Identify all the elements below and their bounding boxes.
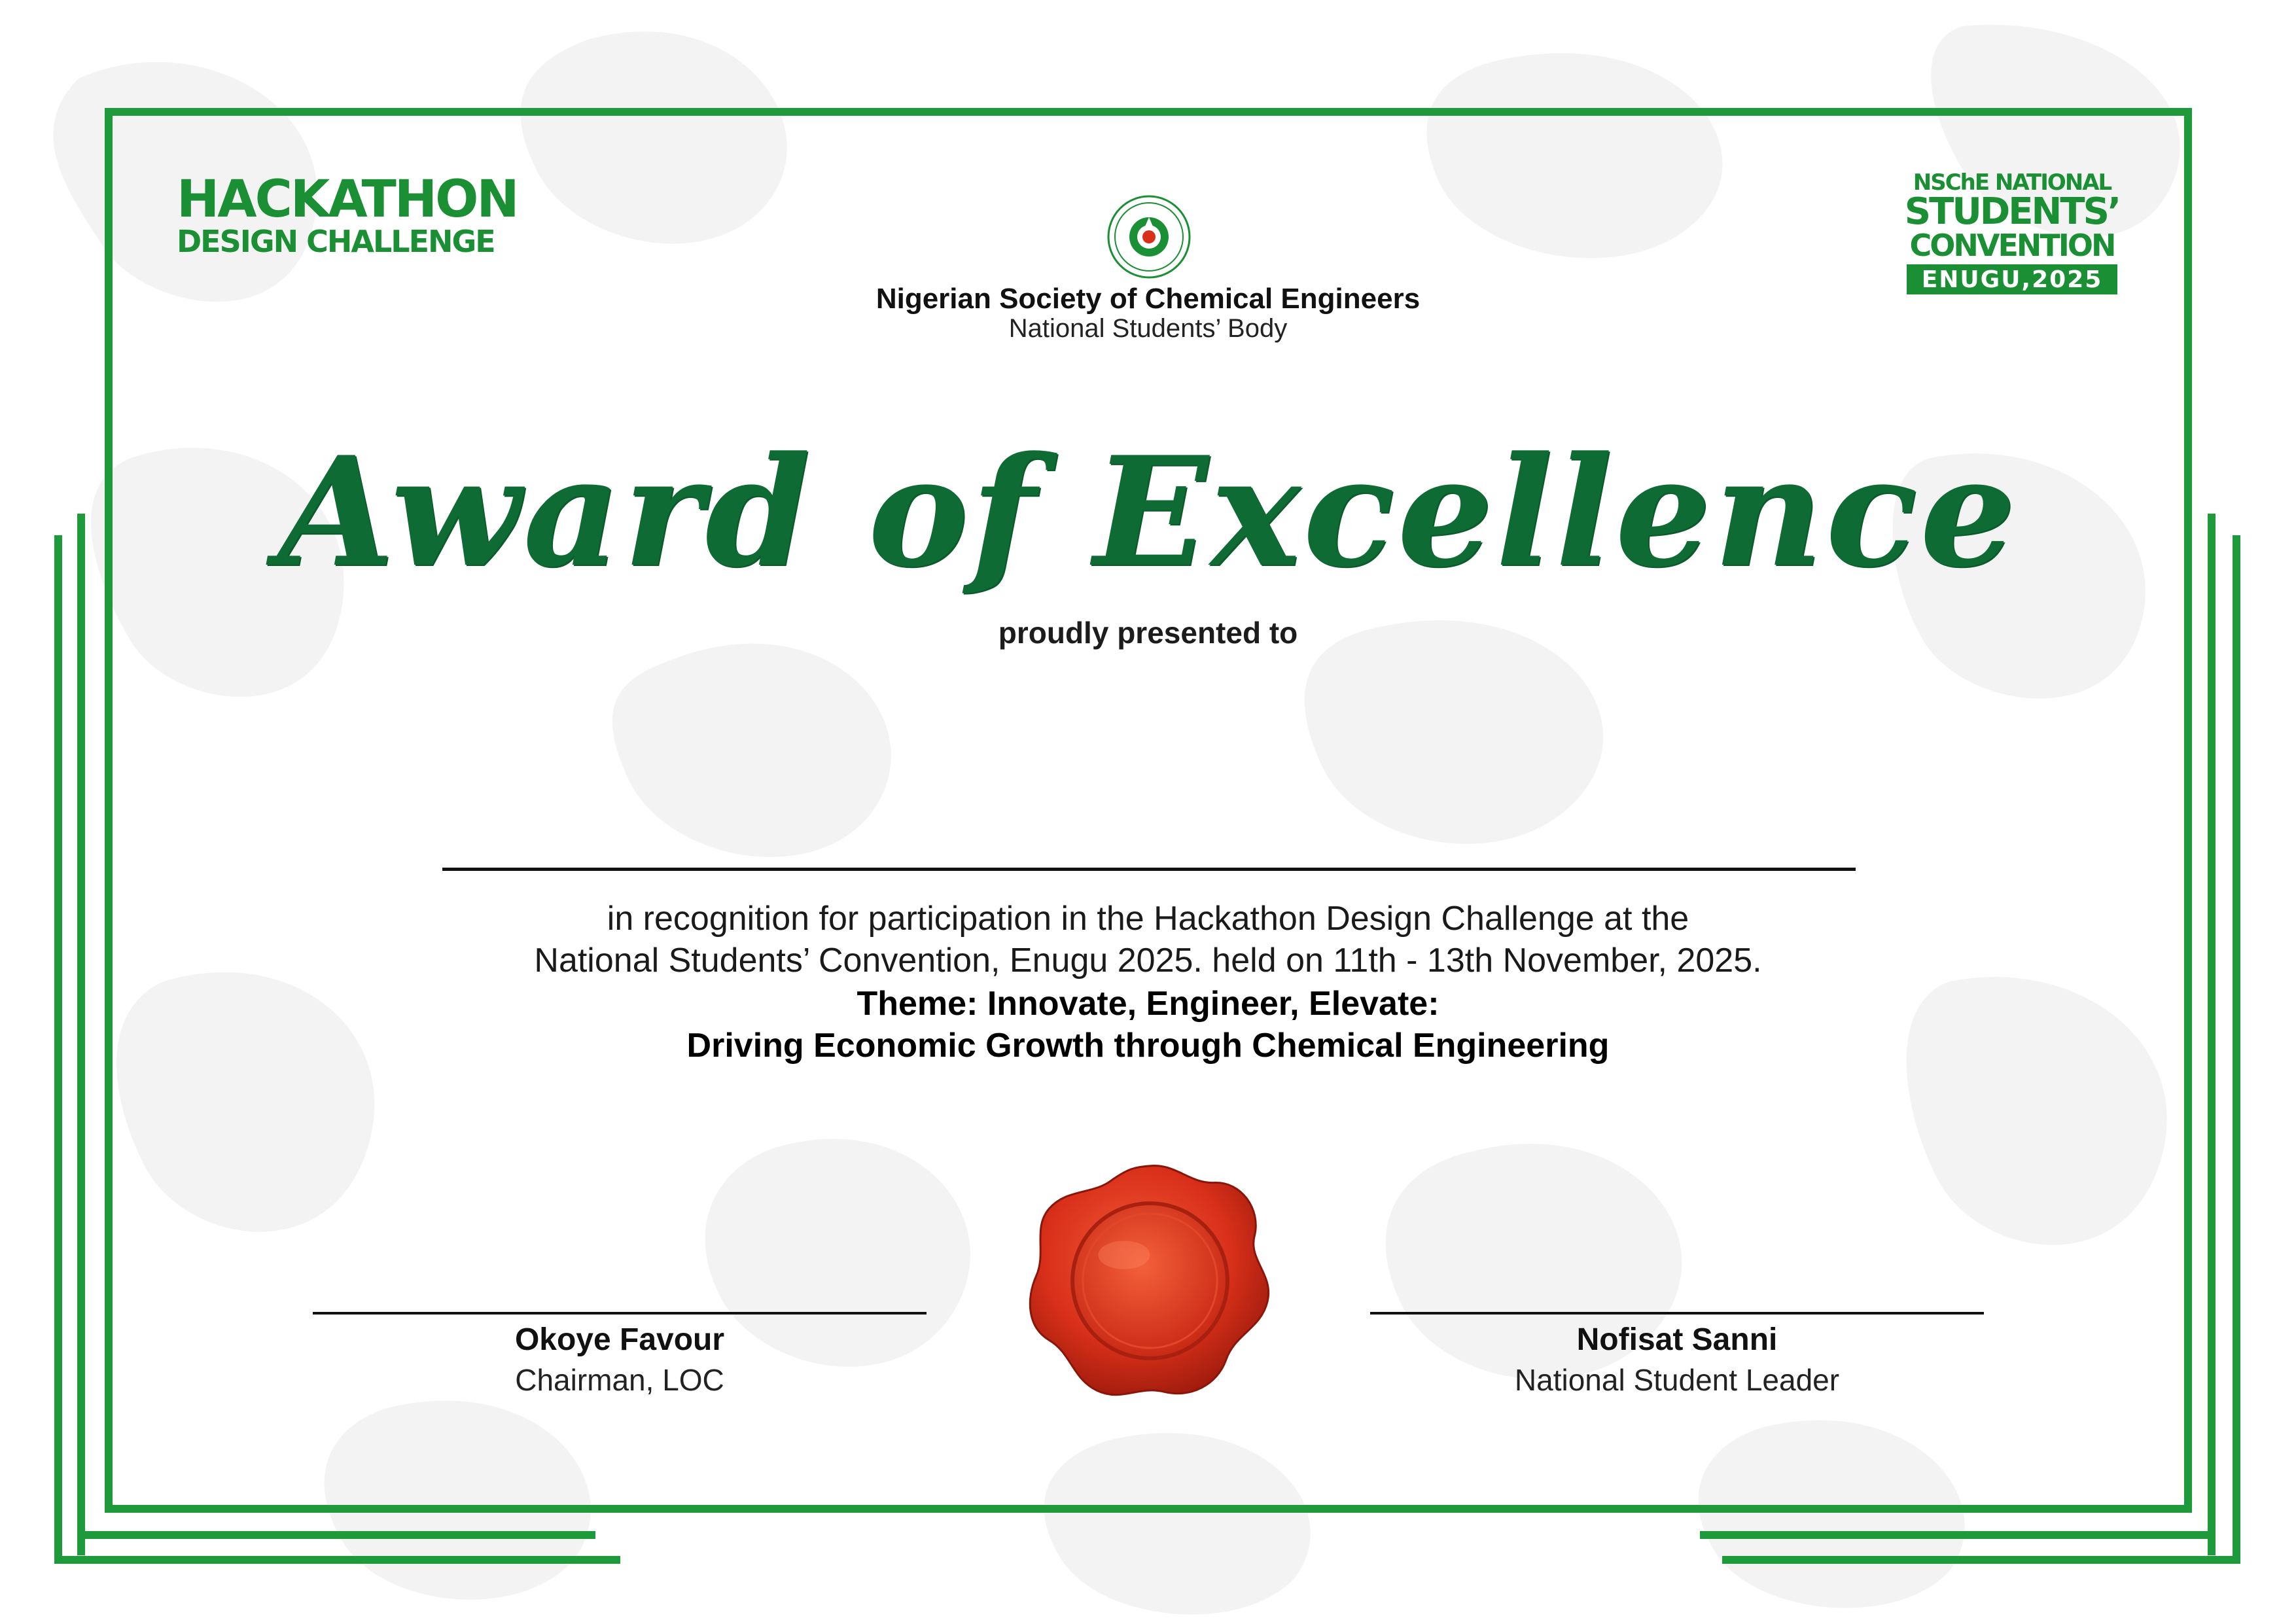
accent-right-outer-horizontal: [1722, 1556, 2240, 1564]
convention-logo: [1904, 171, 2120, 294]
theme-line-1: Theme: Innovate, Engineer, Elevate:: [857, 985, 1439, 1023]
certificate-title: Award of Excellence: [277, 424, 2019, 601]
recipient-name-line: [442, 868, 1856, 871]
convention-logo-line1: NSChE NATIONAL: [1913, 169, 2111, 196]
signature-line-right: [1370, 1312, 1984, 1315]
signature-line-left: [313, 1312, 927, 1315]
accent-right-inner-horizontal: [1700, 1531, 2216, 1539]
hackathon-logo-line1: HACKATHON: [177, 170, 518, 229]
signatory-right-role: National Student Leader: [1514, 1363, 1840, 1397]
convention-logo-line3: CONVENTION: [1909, 228, 2115, 263]
organization-subtitle: National Students’ Body: [1008, 314, 1288, 343]
accent-left-inner-horizontal: [77, 1531, 595, 1539]
hackathon-logo-line2: DESIGN CHALLENGE: [177, 224, 495, 259]
accent-left-outer-horizontal: [54, 1556, 620, 1564]
hackathon-logo: [177, 170, 556, 259]
signatory-left-role: Chairman, LOC: [515, 1363, 724, 1397]
signatory-left-name: Okoye Favour: [514, 1322, 725, 1357]
theme-line-2: Driving Economic Growth through Chemical Engineering: [686, 1027, 1610, 1065]
red-wax-seal-icon: [1021, 1158, 1279, 1403]
frame-bottom: [105, 1505, 2192, 1513]
nsche-emblem-icon: [1107, 195, 1191, 279]
signatory-right-name: Nofisat Sanni: [1576, 1322, 1778, 1357]
recognition-line-1: in recognition for participation in the Hackathon Design Challenge at the: [607, 900, 1689, 938]
convention-logo-line2: STUDENTS’: [1904, 190, 2120, 233]
frame-top: [105, 108, 2192, 116]
presented-to-text: proudly presented to: [998, 616, 1298, 650]
convention-logo-line4: ENUGU,2025: [1907, 264, 2117, 294]
organization-name: Nigerian Society of Chemical Engineers: [875, 283, 1421, 315]
recognition-line-2: National Students’ Convention, Enugu 2025. held on 11th - 13th November, 2025.: [534, 942, 1762, 980]
